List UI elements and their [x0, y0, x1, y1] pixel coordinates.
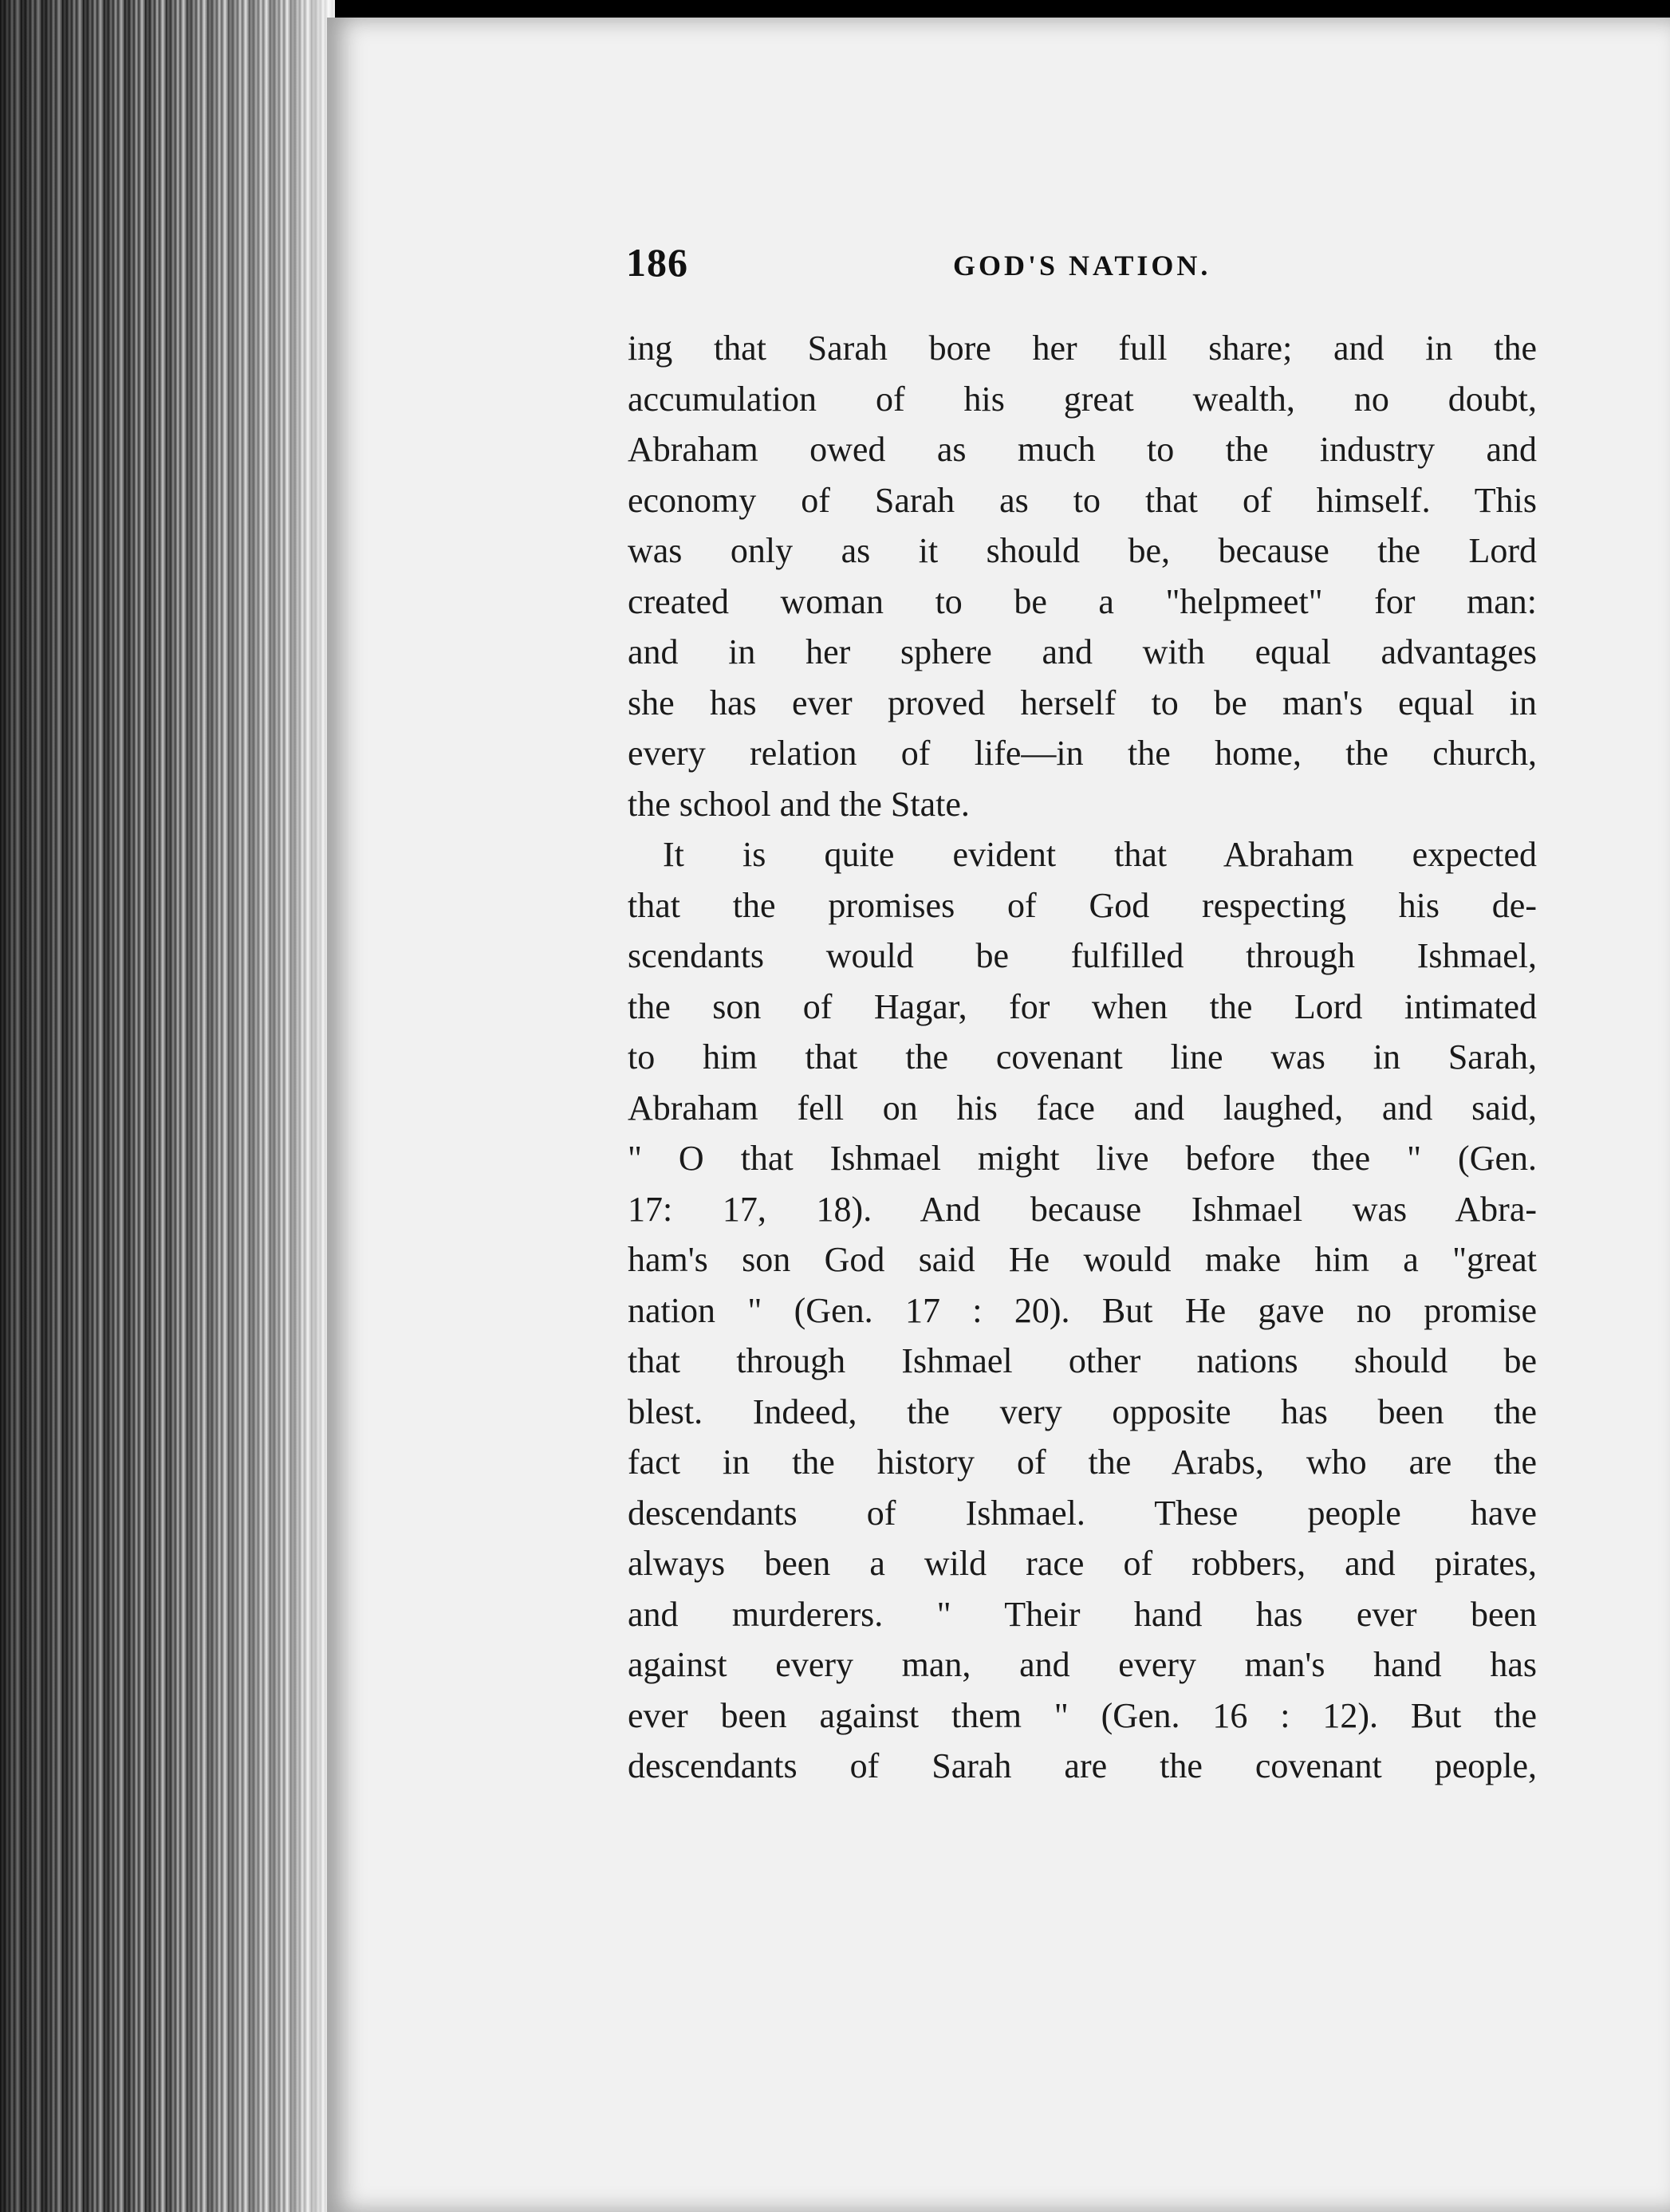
text-line: nation " (Gen. 17 : 20). But He gave no promise	[628, 1290, 1537, 1330]
page-number: 186	[626, 240, 688, 285]
text-line: to him that the covenant line was in Sarah,	[628, 1037, 1537, 1076]
text-line: descendants of Ishmael. These people have	[628, 1493, 1537, 1533]
text-line: and in her sphere and with equal advantages	[628, 632, 1537, 671]
body-text	[628, 323, 1537, 1792]
text-line: economy of Sarah as to that of himself. This	[628, 480, 1537, 520]
text-line: accumulation of his great wealth, no doubt,	[628, 379, 1537, 419]
text-line: ever been against them " (Gen. 16 : 12). But the	[628, 1695, 1537, 1735]
text-line: that the promises of God respecting his de-	[628, 885, 1537, 925]
running-head	[626, 239, 1535, 295]
text-line: Abraham fell on his face and laughed, and said,	[628, 1088, 1537, 1128]
text-line: the son of Hagar, for when the Lord intimated	[628, 986, 1537, 1026]
text-line: " O that Ishmael might live before thee " (Gen.	[628, 1139, 1537, 1178]
text-line: every relation of life—in the home, the church,	[628, 734, 1537, 773]
text-line: It is quite evident that Abraham expected	[663, 835, 1537, 874]
book-page-edges	[0, 0, 335, 2212]
text-line: that through Ishmael other nations should be	[628, 1341, 1537, 1380]
text-line: scendants would be fulfilled through Ishmael,	[628, 936, 1537, 975]
running-title: GOD'S NATION.	[953, 250, 1211, 281]
text-line: was only as it should be, because the Lord	[628, 531, 1537, 570]
text-line: and murderers. " Their hand has ever been	[628, 1594, 1537, 1634]
text-line: fact in the history of the Arabs, who are the	[628, 1443, 1537, 1482]
text-line: against every man, and every man's hand has	[628, 1645, 1537, 1684]
text-line: ing that Sarah bore her full share; and in the	[628, 329, 1537, 368]
text-line: created woman to be a "helpmeet" for man:	[628, 581, 1537, 621]
text-line: Abraham owed as much to the industry and	[628, 430, 1537, 469]
text-line: the school and the State.	[628, 784, 970, 824]
text-line: she has ever proved herself to be man's equal in	[628, 683, 1537, 722]
text-line: descendants of Sarah are the covenant people,	[628, 1746, 1537, 1785]
text-line: blest. Indeed, the very opposite has been the	[628, 1391, 1537, 1431]
text-line: always been a wild race of robbers, and pirates,	[628, 1544, 1537, 1583]
text-line: 17: 17, 18). And because Ishmael was Abra-	[628, 1189, 1537, 1229]
text-line: ham's son God said He would make him a "great	[628, 1240, 1537, 1279]
